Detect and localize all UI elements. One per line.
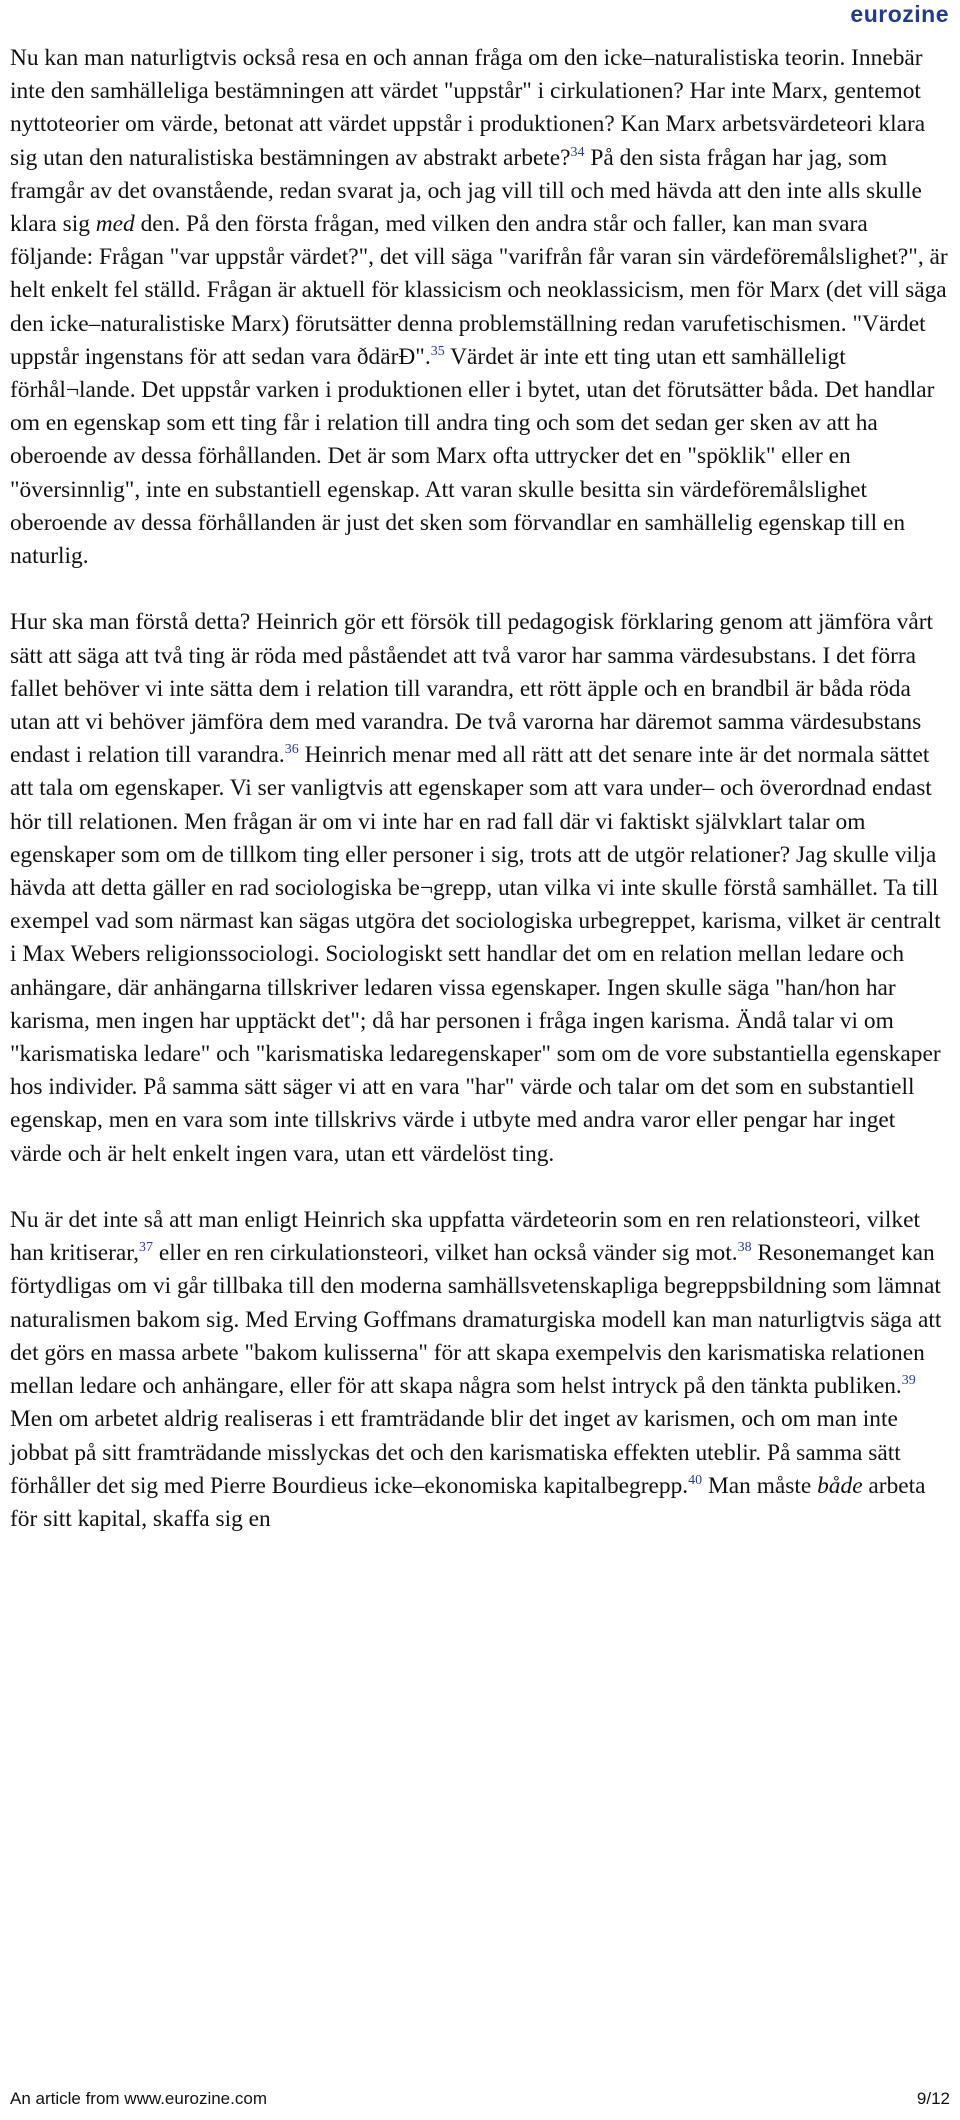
page-number: 9/12 (916, 2089, 950, 2108)
footnote-ref[interactable]: 38 (737, 1240, 752, 1256)
paragraph-text: Hur ska man förstå detta? Heinrich gör ett försök till pedagogisk förklaring genom att jämföra vårt sätt att säga att två ting är röda med påståendet att två varor har samma värdesubstans. I det förra fallet behöver vi inte sätta dem i relation till varandra, ett rött äpple och en brandbil är båda röda utan att vi behöver jämföra dem med varandra. De två varorna har däremot samma värdesubstans endast i relation till varandra. (10, 609, 933, 769)
footnote-ref[interactable]: 36 (284, 742, 299, 758)
paragraph (10, 42, 950, 573)
paragraph-text: Man måste (702, 1472, 818, 1499)
paragraph-text: Heinrich menar med all rätt att det senare inte är det normala sättet att tala om egenskaper. Vi ser vanligtvis att egenskaper som att vara under– och överordnad endast hör till relationen. Men frågan är om vi inte har en rad fall där vi faktiskt självklart talar om egenskaper som om de tillkom ting eller personer i sig, trots att de utgör relationer? Jag skulle vilja hävda att detta gäller en rad sociologiska be¬grepp, utan vilka vi inte skulle förstå samhället. Ta till exempel vad som närmast kan sägas utgöra det sociologiska urbegreppet, karisma, vilket är centralt i Max Webers religionssociologi. Sociologiskt sett handlar det om en relation mellan ledare och anhängare, där anhängarna tillskriver ledaren vissa egenskaper. Ingen skulle säga "han/hon har karisma, men ingen har upptäckt det"; då har personen i fråga ingen karisma. Ändå talar vi om "karismatiska ledare" och "karismatiska ledaregenskaper" som om de vore substantiella egenskaper hos individer. På samma sätt säger vi att en vara "har" värde och talar om det som en substantiell egenskap, men en vara som inte tillskrivs värde i utbyte med andra varor eller pengar har inget värde och är helt enkelt ingen vara, utan ett värdelöst ting. (10, 742, 941, 1167)
paragraph-text: Resonemanget kan förtydligas om vi går tillbaka till den moderna samhällsvetenskapliga begreppsbildning som lämnat naturalismen bakom sig. Med Erving Goffmans dramaturgiska modell kan man naturligtvis säga att det görs en massa arbete "bakom kulisserna" för att skapa exempelvis den karismatiska relationen mellan ledare och anhängare, eller för att skapa några som helst intryck på den tänkta publiken. (10, 1240, 942, 1400)
paragraph-text: den. På den första frågan, med vilken den andra står och faller, kan man svara följande: Frågan "var uppstår värdet?", det vill säga "varifrån får varan sin värdeföremålslighet?", är helt enkelt fel ställd. Frågan är aktuell för klassicism och neoklassicism, men för Marx (det vill säga den icke–naturalistiske Marx) förutsätter denna problemställning redan varufetischismen. "Värdet uppstår ingenstans för att sedan vara ðdärÐ". (10, 211, 948, 370)
paragraph (10, 1204, 950, 1536)
paragraph-text: Nu kan man naturligtvis också resa en och annan fråga om den icke–naturalistiska teorin. Innebär inte den samhälleliga bestämningen att värdet "uppstår" i cirkulationen? Har inte Marx, gentemot nyttoteorier om värde, betonat att värdet uppstår i produktionen? Kan Marx arbetsvärdeteori klara sig utan den naturalistiska bestämningen av abstrakt arbete? (10, 45, 926, 171)
paragraph-text: Nu är det inte så att man enligt Heinrich ska uppfatta värdeteorin som en ren relationsteori, vilket han kritiserar, (10, 1207, 920, 1267)
paragraph-text: På den sista frågan har jag, som framgår av det ovanstående, redan svarat ja, och jag vill till och med hävda att den inte alls skulle klara sig (10, 144, 922, 238)
footnote-ref[interactable]: 40 (688, 1472, 703, 1488)
footnote-ref[interactable]: 35 (430, 343, 445, 359)
paragraph-text: eller en ren cirkulationsteori, vilket han också vänder sig mot. (152, 1240, 738, 1267)
paragraph (10, 606, 950, 1170)
footnote-ref[interactable]: 39 (901, 1373, 916, 1389)
emphasis-text: med (95, 211, 135, 238)
paragraph-text: arbeta för sitt kapital, skaffa sig en (10, 1472, 926, 1532)
eurozine-logo: eurozine (850, 1, 949, 27)
paragraph-text: Värdet är inte ett ting utan ett samhälleligt förhål¬lande. Det uppstår varken i produktionen eller i bytet, utan det förutsätter båda. Det handlar om en egenskap som ett ting får i relation till andra ting och som det sedan ger sken av att ha oberoende av dessa förhållanden. Det är som Marx ofta uttrycker det en "spöklik" eller en "översinnlig", inte en substantiell egenskap. Att varan skulle besitta sin värdeföremålslighet oberoende av dessa förhållanden är just det sken som förvandlar en samhällelig egenskap till en naturlig. (10, 343, 935, 570)
article-body (10, 42, 950, 1569)
page-footer (10, 2089, 950, 2109)
footnote-ref[interactable]: 37 (138, 1240, 153, 1256)
emphasis-text: både (817, 1472, 863, 1499)
footnote-ref[interactable]: 34 (570, 144, 585, 160)
paragraph-text: Men om arbetet aldrig realiseras i ett framträdande blir det inget av karismen, och om man inte jobbat på sitt framträdande misslyckas det och den karismatiska effekten uteblir. På samma sätt förhåller det sig med Pierre Bourdieus icke–ekonomiska kapitalbegrepp. (10, 1406, 901, 1499)
footer-source: An article from www.eurozine.com (10, 2089, 267, 2108)
